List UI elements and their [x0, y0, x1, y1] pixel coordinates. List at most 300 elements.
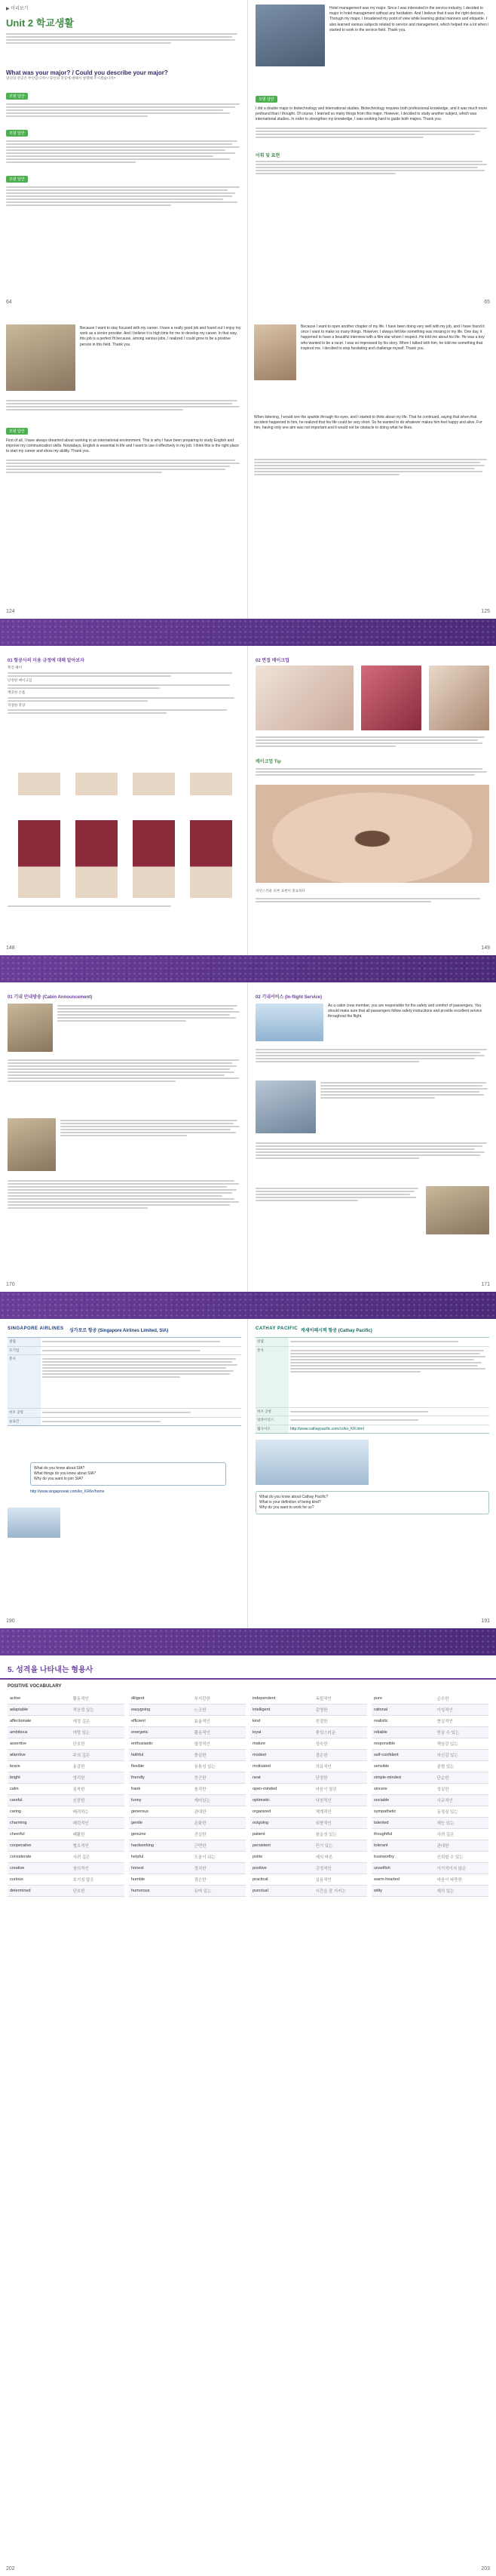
cx-url[interactable]: http://www.cathaypacific.com/cx/ko_KR.html	[290, 1426, 364, 1431]
answer-badge-r: 모범 답안	[256, 96, 277, 103]
vocab-meaning: 활동적인	[194, 1731, 210, 1735]
spread-motivation	[0, 309, 496, 619]
vocab-meaning: 친절한	[315, 1720, 328, 1724]
cabin-photo	[256, 1081, 316, 1133]
question-en: What was your major? / Could you describe your major?	[6, 69, 168, 76]
cx-q-1: What do you know about Cathay Pacific?	[259, 1495, 329, 1499]
vocab-meaning: 낙천적인	[315, 1799, 332, 1803]
text-4: When listening, I would see the sparkle through his eyes, and I started to think about my life. That he continued, saying that when that accident happened to him, he realized that his life could be very short. So he wanted to do whatever makes him feel happy and alive. For him, having only one aim was not important and it would not be obstacle to doing what he likes.	[254, 415, 482, 431]
vocab-word: helpful	[131, 1855, 144, 1859]
vocab-word: intelligent	[253, 1708, 271, 1712]
vocab-meaning: 마음이 열린	[315, 1788, 337, 1792]
text-2: First of all, I have always dreamed about working in an international environment. This is why I have been preparing to study English and improve my communication skills. Nowadays, English is essential in life and I want to use it effectively in my job. I think this is the right place to start my career and show my ability. Thank you.	[6, 438, 239, 454]
vocab-row	[250, 1750, 367, 1761]
vocab-word: tolerant	[374, 1843, 388, 1848]
vocab-row	[372, 1829, 488, 1840]
vocab-row	[129, 1795, 246, 1806]
vocab-word: punctual	[253, 1889, 268, 1893]
cx-questions	[256, 1491, 489, 1514]
sia-title: 싱가포르 항공 (Singapore Airlines Limited, SIA)	[69, 1329, 169, 1333]
vocab-meaning: 성숙한	[315, 1742, 328, 1747]
vocab-row	[8, 1818, 124, 1829]
vocab-row	[129, 1886, 246, 1897]
vocab-column	[372, 1693, 488, 2553]
intro-box	[6, 32, 242, 54]
vocab-word: cooperative	[10, 1843, 32, 1848]
cx-plane-photo	[256, 1440, 369, 1485]
page-number-6r: 203	[481, 2566, 490, 2571]
vocab-row	[250, 1693, 367, 1705]
intro-paragraph: Hotel management was my major. Since I was interested in the service industry, I decided to major in hotel management without any hesitation. And I believe that it was the right decision. Through my major, I broadened my point of view while learning global manners and etiquette. I also learned various subjects related to service and management, which helped me a lot when I started to work in the service field. Thank you.	[329, 6, 489, 32]
sia-row-1: 설립	[8, 1338, 41, 1346]
vocab-word: hardworking	[131, 1843, 154, 1848]
tab-preview: ▶ 미리보기	[6, 7, 29, 11]
grooming-item-2: 단정한 메이크업	[8, 678, 32, 682]
vocab-row	[8, 1795, 124, 1806]
vocab-head: 어휘 및 표현	[256, 153, 280, 158]
vocab-row	[372, 1874, 488, 1886]
vocab-word: charming	[10, 1821, 27, 1825]
spread-cabin	[0, 982, 496, 1292]
vocab-meaning: 정직한	[194, 1867, 207, 1871]
vocab-row	[8, 1750, 124, 1761]
answer-badge-2l: 모범 답안	[6, 428, 28, 435]
vocab-word: humble	[131, 1877, 145, 1882]
vocab-word: pure	[374, 1696, 383, 1701]
cx-row-2: 본사	[256, 1347, 289, 1407]
vocab-row	[250, 1784, 367, 1795]
vocab-row	[129, 1727, 246, 1738]
crew-photo	[6, 324, 75, 391]
text-3: Because I want to open another chapter of my life. I have been doing very well with my job, and I have found it once I want to make so many things. However, I always felt like something was missing in my life. One day, it happened to have a beautiful interview with a film star whom I respect. He told me about his life. He was a boy who wanted to be a racer. I was so impressed by his story. When I talked with him, he told me something that inspired me. I decided to stop hesitating and challenge myself. Thank you.	[301, 324, 485, 351]
separator-band-4	[0, 1628, 496, 1655]
vocab-meaning: 신뢰할 수 있는	[436, 1855, 464, 1860]
vocab-word: careful	[10, 1798, 23, 1803]
vocab-meaning: 친근한	[194, 1776, 207, 1781]
vocab-word: enthusiastic	[131, 1741, 154, 1746]
vocab-word: gentle	[131, 1821, 142, 1825]
vocab-word: creative	[10, 1866, 25, 1871]
vocab-row	[372, 1852, 488, 1863]
vocab-meaning: 유머 있는	[194, 1889, 212, 1894]
vocab-word: assertive	[10, 1741, 27, 1746]
vocab-grid	[8, 1693, 488, 2553]
vocab-row	[250, 1829, 367, 1840]
announce-head: 01 기내 안내방송 (Cabin Announcement)	[8, 995, 93, 1000]
page-number-2l: 124	[6, 609, 15, 614]
cx-q-2: What is your definition of being kind?	[259, 1500, 321, 1505]
cx-row-4: 얼라이언스	[256, 1416, 289, 1425]
page-number-r: 65	[484, 300, 490, 305]
page-right-3	[248, 646, 496, 955]
cx-row-3: 허브 공항	[256, 1408, 289, 1416]
announce-photo	[8, 1004, 53, 1052]
vocab-word: affectionate	[10, 1719, 32, 1723]
vocab-word: responsible	[374, 1741, 396, 1746]
vocab-row	[8, 1840, 124, 1852]
grooming-item-1: 쪽진 헤어	[8, 666, 23, 669]
vocab-row	[8, 1806, 124, 1818]
answer-badge-2: 모범 답안	[6, 130, 28, 137]
vocab-word: active	[10, 1696, 21, 1701]
page-number-5r: 191	[481, 1618, 490, 1624]
vocab-meaning: 열정적인	[194, 1742, 210, 1747]
vocab-meaning: 근면한	[194, 1844, 207, 1849]
vocab-meaning: 재능 있는	[436, 1821, 455, 1826]
vocab-row	[372, 1750, 488, 1761]
vocab-meaning: 재치 있는	[436, 1889, 455, 1894]
vocab-word: curious	[10, 1877, 23, 1882]
vocab-word: faithful	[131, 1753, 144, 1757]
separator-band-3	[0, 1292, 496, 1319]
vocab-word: sincere	[374, 1787, 387, 1791]
vocab-row	[8, 1693, 124, 1705]
vocab-word: funny	[131, 1798, 142, 1803]
vocab-row	[250, 1761, 367, 1772]
vocab-row	[129, 1784, 246, 1795]
brush-photo	[429, 666, 489, 730]
vocab-row	[372, 1795, 488, 1806]
sia-row-3: 본사	[8, 1355, 41, 1408]
vocab-row	[129, 1772, 246, 1784]
vocab-word: open-minded	[253, 1787, 277, 1791]
vocab-word: determined	[10, 1889, 31, 1893]
vocab-word: ambitious	[10, 1730, 28, 1735]
vocab-meaning: 순수한	[436, 1697, 449, 1701]
cx-table	[256, 1337, 489, 1434]
vocab-row	[129, 1738, 246, 1750]
vocab-row	[250, 1705, 367, 1716]
page-right	[248, 0, 496, 309]
vocab-word: kind	[253, 1719, 261, 1723]
spread-unit2	[0, 0, 496, 309]
question-ko: 당신의 전공은 무엇입니까? / 당신의 전공에 대해서 설명해 주시겠습니까?	[6, 76, 116, 80]
vocab-row	[129, 1874, 246, 1886]
sia-q-1: What do you know about SIA?	[34, 1466, 85, 1471]
page-number: 64	[6, 300, 12, 305]
vocab-word: loyal	[253, 1730, 262, 1735]
vocab-meaning: 사려 깊은	[72, 1855, 90, 1860]
page-left-4	[0, 982, 248, 1292]
page-right-5	[248, 1319, 496, 1628]
vocab-meaning: 이기적이지 않은	[436, 1867, 467, 1871]
vocab-word: patient	[253, 1832, 265, 1837]
spread-vocab	[0, 1655, 496, 2576]
vocab-word: outgoing	[253, 1821, 269, 1825]
vocab-word: positive	[253, 1866, 267, 1871]
vocab-word: frank	[131, 1787, 141, 1791]
page-number-2r: 125	[481, 609, 490, 614]
vocab-row	[250, 1852, 367, 1863]
vocab-meaning: 재미있는	[194, 1799, 210, 1803]
vocab-meaning: 성실한	[436, 1788, 449, 1792]
vocab-word: flexible	[131, 1764, 145, 1769]
vocab-meaning: 창의적인	[72, 1867, 89, 1871]
vocab-row	[250, 1738, 367, 1750]
vocab-word: simple-minded	[374, 1775, 401, 1780]
tab-label: 미리보기	[11, 7, 29, 11]
vocab-word: witty	[374, 1889, 382, 1893]
vocab-row	[129, 1693, 246, 1705]
vocab-meaning: 겸손한	[194, 1878, 207, 1883]
page-left-5	[0, 1319, 248, 1628]
vocab-row	[372, 1772, 488, 1784]
page-number-4l: 170	[6, 1282, 15, 1287]
sia-row-4: 허브 공항	[8, 1409, 41, 1417]
page-right-2	[248, 309, 496, 619]
vocab-row	[372, 1840, 488, 1852]
vocab-meaning: 주의 깊은	[72, 1754, 90, 1758]
vocab-meaning: 자신감 있는	[436, 1754, 458, 1758]
vocab-word: reliable	[374, 1730, 387, 1735]
vocab-word: sensible	[374, 1764, 390, 1769]
vocab-row	[250, 1716, 367, 1727]
vocab-row	[8, 1716, 124, 1727]
vocab-meaning: 마음이 따뜻한	[436, 1878, 463, 1883]
vocab-row	[129, 1806, 246, 1818]
sia-questions	[30, 1462, 226, 1486]
vocab-word: friendly	[131, 1775, 145, 1780]
vocab-column	[8, 1693, 124, 2553]
vocab-row	[250, 1840, 367, 1852]
vocab-row	[372, 1818, 488, 1829]
vocab-meaning: 실용적인	[315, 1878, 332, 1883]
vocab-meaning: 쾌활한	[72, 1833, 85, 1837]
vocab-meaning: 동정심 있는	[436, 1810, 458, 1815]
vocab-word: sociable	[374, 1798, 390, 1803]
vocab-meaning: 관대한	[436, 1844, 449, 1849]
vocab-meaning: 단호한	[72, 1742, 85, 1747]
vocab-row	[8, 1738, 124, 1750]
sia-url[interactable]: http://www.singaporeair.com/ko_KR/kr/home	[30, 1489, 105, 1494]
vocab-word: neat	[253, 1775, 261, 1780]
right-paragraph: I did a double major in biotechnology and international studies. Biotechnology requires both professional knowledge, and it was much more profound than I thought. Of course, I learned so many things from this major. However, I decided to study another subject, which was international studies. In order to strengthen my knowledge, I was working hard to guide both majors. Thank you.	[256, 106, 488, 122]
vocab-meaning: 사려 깊은	[436, 1833, 455, 1837]
vocab-word: rational	[374, 1708, 388, 1712]
vocab-word: organized	[253, 1809, 271, 1814]
vocab-meaning: 시간을 잘 지키는	[315, 1889, 346, 1894]
separator-band-1	[0, 619, 496, 646]
cx-logo: CATHAY PACIFIC	[256, 1326, 299, 1331]
vocab-word: trustworthy	[374, 1855, 394, 1859]
cx-row-5: 웹사이트	[256, 1425, 289, 1434]
crew-uniform-2	[75, 773, 118, 898]
vocab-word: efficient	[131, 1719, 145, 1723]
vocab-meaning: 적응력 있는	[72, 1708, 94, 1713]
vocab-word: realistic	[374, 1719, 388, 1723]
vocab-meaning: 끈기 있는	[315, 1844, 333, 1849]
vocab-row	[129, 1705, 246, 1716]
vocab-row	[8, 1705, 124, 1716]
vocab-word: bright	[10, 1775, 20, 1780]
vocab-word: unselfish	[374, 1866, 390, 1871]
vocab-meaning: 솔직한	[194, 1788, 207, 1792]
sia-row-2: 모기업	[8, 1347, 41, 1355]
vocab-meaning: 책임감 있는	[436, 1742, 458, 1747]
vocab-row	[372, 1863, 488, 1874]
vocab-meaning: 신중한	[72, 1799, 85, 1803]
smile-photo	[254, 324, 296, 380]
sia-table	[8, 1337, 241, 1426]
vocab-row	[129, 1863, 246, 1874]
vocab-row	[8, 1772, 124, 1784]
vocab-row	[250, 1886, 367, 1897]
text-1: Because I want to stay focused with my career. I have a really good job and found out I enjoy my work as a senior provider. And I believe it is high time for me to develop my career. In that way, this job is a perfect fit because, among various jobs, I realized I could grow to be a positive person in this field. Thank you.	[80, 326, 241, 347]
vocab-word: diligent	[131, 1696, 145, 1701]
vocab-word: warm-hearted	[374, 1877, 400, 1882]
vocab-meaning: 진실한	[194, 1833, 207, 1837]
vocab-row	[250, 1818, 367, 1829]
service-photo	[426, 1186, 489, 1234]
vocab-meaning: 충성스러운	[315, 1731, 336, 1735]
page-number-6l: 202	[6, 2566, 15, 2571]
vocab-meaning: 사교적인	[436, 1799, 453, 1803]
crew-photo-2	[8, 1118, 56, 1171]
crew-uniform-3	[133, 773, 175, 898]
airplane-photo	[256, 1004, 323, 1041]
vocab-word: attentive	[10, 1753, 26, 1757]
vocab-word: brave	[10, 1764, 20, 1769]
vocab-meaning: 독립적인	[315, 1697, 332, 1701]
vocab-word: talented	[374, 1821, 389, 1825]
vocab-meaning: 겸손한	[315, 1754, 328, 1758]
grooming-head: 01 항공사의 미용 규정에 대해 알아보자	[8, 659, 84, 663]
vocab-row	[250, 1874, 367, 1886]
vocab-meaning: 침착한	[72, 1788, 85, 1792]
lipstick-photo	[361, 666, 421, 730]
page-left-3	[0, 646, 248, 955]
vocab-row	[372, 1705, 488, 1716]
vocab-row	[8, 1886, 124, 1897]
cosmetics-photo	[256, 666, 354, 730]
grooming-item-3: 깨끗한 손톱	[8, 690, 26, 695]
page-left	[0, 0, 248, 309]
spread-grooming	[0, 646, 496, 955]
sia-q-3: Why do you want to join SIA?	[34, 1477, 84, 1481]
vocab-word: genuine	[131, 1832, 146, 1837]
vocab-meaning: 단정한	[315, 1776, 328, 1781]
vocab-meaning: 매력적인	[72, 1821, 89, 1826]
service-head: 02 기내서비스 (In-flight Service)	[256, 995, 322, 1000]
vocab-meaning: 긍정적인	[315, 1867, 332, 1871]
vocab-row	[8, 1784, 124, 1795]
vocab-word: generous	[131, 1809, 148, 1814]
service-text: As a cabin crew member, you are responsible for the safety and comfort of passengers. You should make sure that all passengers follow safety instructions and provide excellent service throughout the flight.	[328, 1004, 482, 1019]
page-number-4r: 171	[481, 1282, 490, 1287]
vocab-meaning: 느긋한	[194, 1708, 207, 1713]
cx-row-1: 설립	[256, 1338, 289, 1346]
vocab-meaning: 외향적인	[315, 1821, 332, 1826]
spread-airlines	[0, 1319, 496, 1628]
eye-closeup	[256, 785, 489, 883]
vocab-word: self-confident	[374, 1753, 399, 1757]
vocab-meaning: 충실한	[194, 1754, 207, 1758]
vocab-word: polite	[253, 1855, 263, 1859]
vocab-meaning: 믿을 수 있는	[436, 1731, 460, 1735]
separator-band-2	[0, 955, 496, 982]
vocab-meaning: 현실적인	[436, 1720, 453, 1724]
vocab-row	[372, 1761, 488, 1772]
vocab-meaning: 분별 있는	[436, 1765, 455, 1769]
page-number-3r: 149	[481, 945, 490, 951]
vocab-meaning: 단호한	[72, 1889, 85, 1894]
vocab-row	[250, 1772, 367, 1784]
vocab-row	[8, 1852, 124, 1863]
vocab-meaning: 애정 깊은	[72, 1720, 90, 1724]
vocab-row	[8, 1727, 124, 1738]
vocab-meaning: 이성적인	[436, 1708, 453, 1713]
vocab-word: caring	[10, 1809, 21, 1814]
vocab-row	[8, 1829, 124, 1840]
vocab-row	[372, 1693, 488, 1705]
vocab-column	[250, 1693, 367, 2553]
page-number-3l: 148	[6, 945, 15, 951]
vocab-row	[129, 1716, 246, 1727]
vocab-row	[250, 1806, 367, 1818]
vocab-word: considerate	[10, 1855, 32, 1859]
vocab-row	[8, 1761, 124, 1772]
vocab-meaning: 총명한	[315, 1708, 328, 1713]
vocab-meaning: 예의 바른	[315, 1855, 333, 1860]
vocab-word: adaptable	[10, 1708, 29, 1712]
vocab-row	[372, 1806, 488, 1818]
vocab-meaning: 협조적인	[72, 1844, 89, 1849]
grooming-item-4: 적절한 복장	[8, 702, 26, 707]
vocab-meaning: 효율적인	[194, 1720, 210, 1724]
vocab-word: modest	[253, 1753, 267, 1757]
vocab-meaning: 용감한	[72, 1765, 85, 1769]
vocab-meaning: 호기심 많은	[72, 1878, 94, 1883]
vocab-word: honest	[131, 1866, 144, 1871]
vocab-meaning: 단순한	[436, 1776, 449, 1781]
vocab-row	[372, 1738, 488, 1750]
makeup-sub: 자연스러운 피부 표현이 중요하다	[256, 889, 305, 893]
answer-blocks	[6, 88, 242, 207]
vocab-meaning: 참을성 있는	[315, 1833, 337, 1837]
vocab-row	[8, 1874, 124, 1886]
vocab-meaning: 도움이 되는	[194, 1855, 216, 1860]
crew-uniform-4	[190, 773, 232, 898]
vocab-row	[250, 1795, 367, 1806]
vocab-word: cheerful	[10, 1832, 25, 1837]
vocab-word: mature	[253, 1741, 266, 1746]
vocab-meaning: 배려하는	[72, 1810, 89, 1815]
vocab-meaning: 부지런한	[194, 1697, 210, 1701]
vocab-row	[250, 1863, 367, 1874]
sia-logo: SINGAPORE AIRLINES	[8, 1326, 64, 1331]
vocab-meaning: 의욕적인	[315, 1765, 332, 1769]
sia-row-5: 슬로건	[8, 1418, 41, 1426]
vocab-row	[129, 1750, 246, 1761]
vocab-word: practical	[253, 1877, 268, 1882]
vocab-title: 5. 성격을 나타내는 형용사	[8, 1666, 93, 1674]
vocab-word: optimistic	[253, 1798, 270, 1803]
vocab-word: energetic	[131, 1730, 148, 1735]
vocab-row	[129, 1761, 246, 1772]
cx-q-3: Why do you want to work for us?	[259, 1505, 314, 1510]
vocab-word: calm	[10, 1787, 19, 1791]
vocab-column	[129, 1693, 246, 2553]
vocab-meaning: 활동적인	[72, 1697, 89, 1701]
sia-plane-photo	[8, 1508, 60, 1538]
sia-q-2: What things do you know about SIA?	[34, 1471, 96, 1476]
vocab-meaning: 야망 있는	[72, 1731, 90, 1735]
vocab-word: easygoing	[131, 1708, 151, 1712]
makeup-tip: 메이크업 Tip	[256, 760, 281, 764]
graduate-photo	[256, 5, 325, 66]
vocab-meaning: 영리한	[72, 1776, 85, 1781]
question-text	[6, 69, 242, 81]
